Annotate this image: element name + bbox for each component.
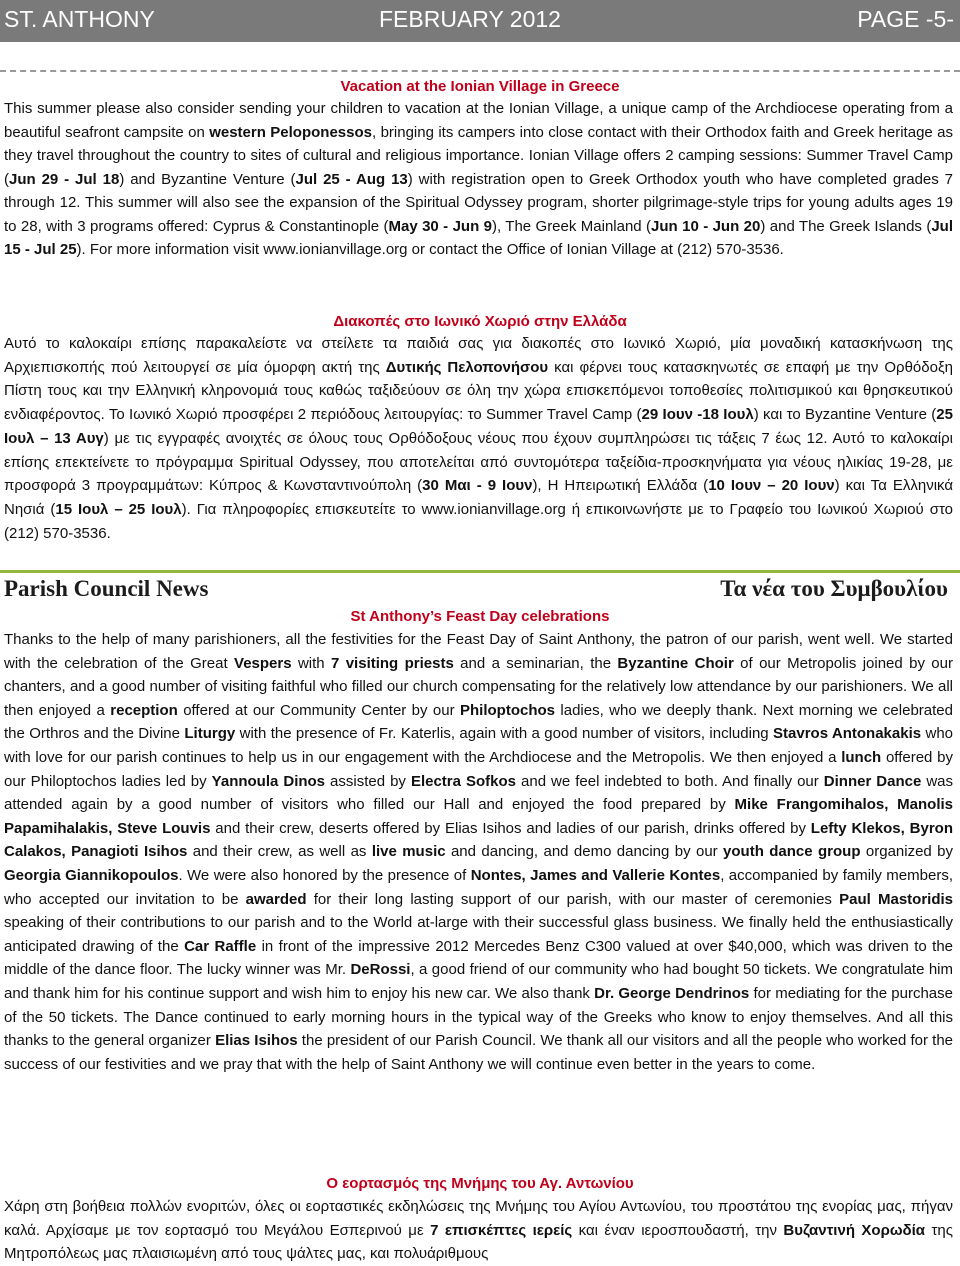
ionian-village-paragraph-en: This summer please also consider sending your children to vacation at the Ionian Village, a unique camp of the Archdiocese operating from a beautiful seafront campsite on western Peloponessos, bringing its campers into close contact with their Orthodox faith and Greek heritage as they travel throughout the country to sites of cultural and religious importance. Ionian Village offers 2 camping sessions: Summer Travel Camp (Jun 29 - Jul 18) and Byzantine Venture (Jul 25 - Aug 13) with registration open to Greek Orthodox youth who have completed grades 7 through 12. This summer will also see the expansion of the Spiritual Odyssey program, shorter pilgrimage-style trips for young adults ages 19 to 28, with 3 programs offered: Cyprus & Constantinople (May 30 - Jun 9), The Greek Mainland (Jun 10 - Jun 20) and The Greek Islands (Jul 15 - Jul 25). For more information visit www.ionianvillage.org or contact the Office of Ionian Village at (212) 570-3536. [4, 100, 954, 258]
dashed-divider [0, 70, 960, 72]
newsletter-name: ST. ANTHONY [4, 6, 155, 32]
ionian-village-paragraph-gr: Αυτό το καλοκαίρι επίσης παρακαλείστε να στείλετε τα παιδιά σας για διακοπές στο Ιωνικό Χωριό, μία μοναδική κατασκήνωση της Αρχιεπισκοπής πού λειτουργεί σε μία όμορφη ακτή της Δυτικής Πελοπονήσου και φέρνει τους κατασκηνωτές σε επαφή με την Ορθόδοξη Πίστη τους και την Ελληνική κληρονομιά τους καθώς ταξιδεύουν σε όλη την χώρα επισκεπόμενοι τοποθεσίες πολιτισμικού και θρησκευτικού ενδιαφέροντος. Το Ιωνικό Χωριό προσφέρει 2 περιόδους λειτουργίας: το Summer Travel Camp (29 Ιουν -18 Ιουλ) και το Byzantine Venture (25 Ιουλ – 13 Αυγ) με τις εγγραφές ανοιχτές σε όλους τους Ορθόδοξους νέους που έχουν συμπληρώσει τις τάξεις 7 έως 12. Αυτό το καλοκαίρι επίσης επεκτείνετε το πρόγραμμα Spiritual Odyssey, που αποτελείται από συντομότερα ταξείδια-προσκηνήματα για νέους ηλικίας 19-28, με προσφορά 3 προγραμμάτων: Κύπρος & Κωνσταντινούπολη (30 Μαι - 9 Ιουν), Η Ηπειρωτική Ελλάδα (10 Ιουν – 20 Ιουν) και Τα Ελληνικά Νησιά (15 Ιουλ – 25 Ιουλ). Για πληροφορίες επισκευτείτε το www.ionianvillage.org ή επικοινωνήστε με το Γραφείο του Ιωνικού Χωριού στο (212) 570-3536. [4, 335, 954, 542]
feast-day-title-en: St Anthony’s Feast Day celebrations [350, 608, 610, 625]
parish-council-heading-gr: Τα νέα του Συμβουλίου [720, 576, 948, 601]
green-divider [0, 570, 960, 573]
feast-day-paragraph-en: Thanks to the help of many parishioners, all the festivities for the Feast Day of Saint Anthony, the patron of our parish, went well. We started with the celebration of the Great Vespers with 7 visiting priests and a seminarian, the Byzantine Choir of our Metropolis joined by our chanters, and a good number of visiting faithful who filled our church compensating for the relatively low attendance by our parishioners. We all then enjoyed a reception offered at our Community Center by our Philoptochos ladies, who we deeply thank. Next morning we celebrated the Orthros and the Divine Liturgy with the presence of Fr. Katerlis, again with a good number of visitors, including Stavros Antonakakis who with love for our parish continues to help us in our engagement with the Archdiocese and the Metropolis. We then enjoyed a lunch offered by our Philoptochos ladies led by Yannoula Dinos assisted by Electra Sofkos and we feel indebted to both. And finally our Dinner Dance was attended again by a good number of visitors who filled our Hall and enjoyed the food prepared by Mike Frangomihalos, Manolis Papamihalakis, Steve Louvis and their crew, deserts offered by Elias Isihos and ladies of our parish, drinks offered by Lefty Klekos, Byron Calakos, Panagioti Isihos and their crew, as well as live music and dancing, and demo dancing by our youth dance group organized by Georgia Giannikopoulos. We were also honored by the presence of Nontes, James and Vallerie Kontes, accompanied by family members, who accepted our invitation to be awarded for their long lasting support of our parish, with our master of ceremonies Paul Mastoridis speaking of their contributions to our parish and to the World at-large with their successful glass business. We finally held the enthusiastically anticipated drawing of the Car Raffle in front of the impressive 2012 Mercedes Benz C300 valued at over $40,000, which was driven to the middle of the dance floor. The lucky winner was Mr. DeRossi, a good friend of our community who had bought 50 tickets. We congratulate him and thank him for his continue support and wish him to enjoy his new car. We also thank Dr. George Dendrinos for mediating for the purchase of the 50 tickets. The Dance continued to early morning hours in the typical way of the Greeks who know to enjoy themselves. And all this thanks to the general organizer Elias Isihos the president of our Parish Council. We thank all our visitors and all the people who worked for the success of our festivities and we pray that with the help of Saint Anthony we will continue even better in the years to come. [4, 631, 954, 1073]
feast-day-paragraph-gr: Χάρη στη βοήθεια πολλών ενοριτών, όλες οι εορταστικές εκδηλώσεις της Μνήμης του Αγίου Αντωνίου, του προστάτου της ενορίας μας, πήγαν καλά. Αρχίσαμε με τον εορτασμό του Μεγάλου Εσπερινού με 7 επισκέπτες ιερείς και έναν ιεροσπουδαστή, την Βυζαντινή Χορωδία της Μητροπόλεως μας πλαισιωμένη από τους ψάλτες μας, και πολυάριθμους [4, 1198, 953, 1263]
ionian-village-title-en: Vacation at the Ionian Village in Greece [340, 78, 620, 95]
parish-council-heading-en: Parish Council News [4, 576, 209, 601]
page-header [0, 0, 960, 42]
ionian-village-title-gr: Διακοπές στο Ιωνικό Χωριό στην Ελλάδα [333, 313, 627, 330]
issue-date: FEBRUARY 2012 [379, 6, 561, 32]
page-number: PAGE -5- [857, 6, 954, 32]
feast-day-title-gr: Ο εορτασμός της Μνήμης του Αγ. Αντωνίου [326, 1175, 634, 1192]
